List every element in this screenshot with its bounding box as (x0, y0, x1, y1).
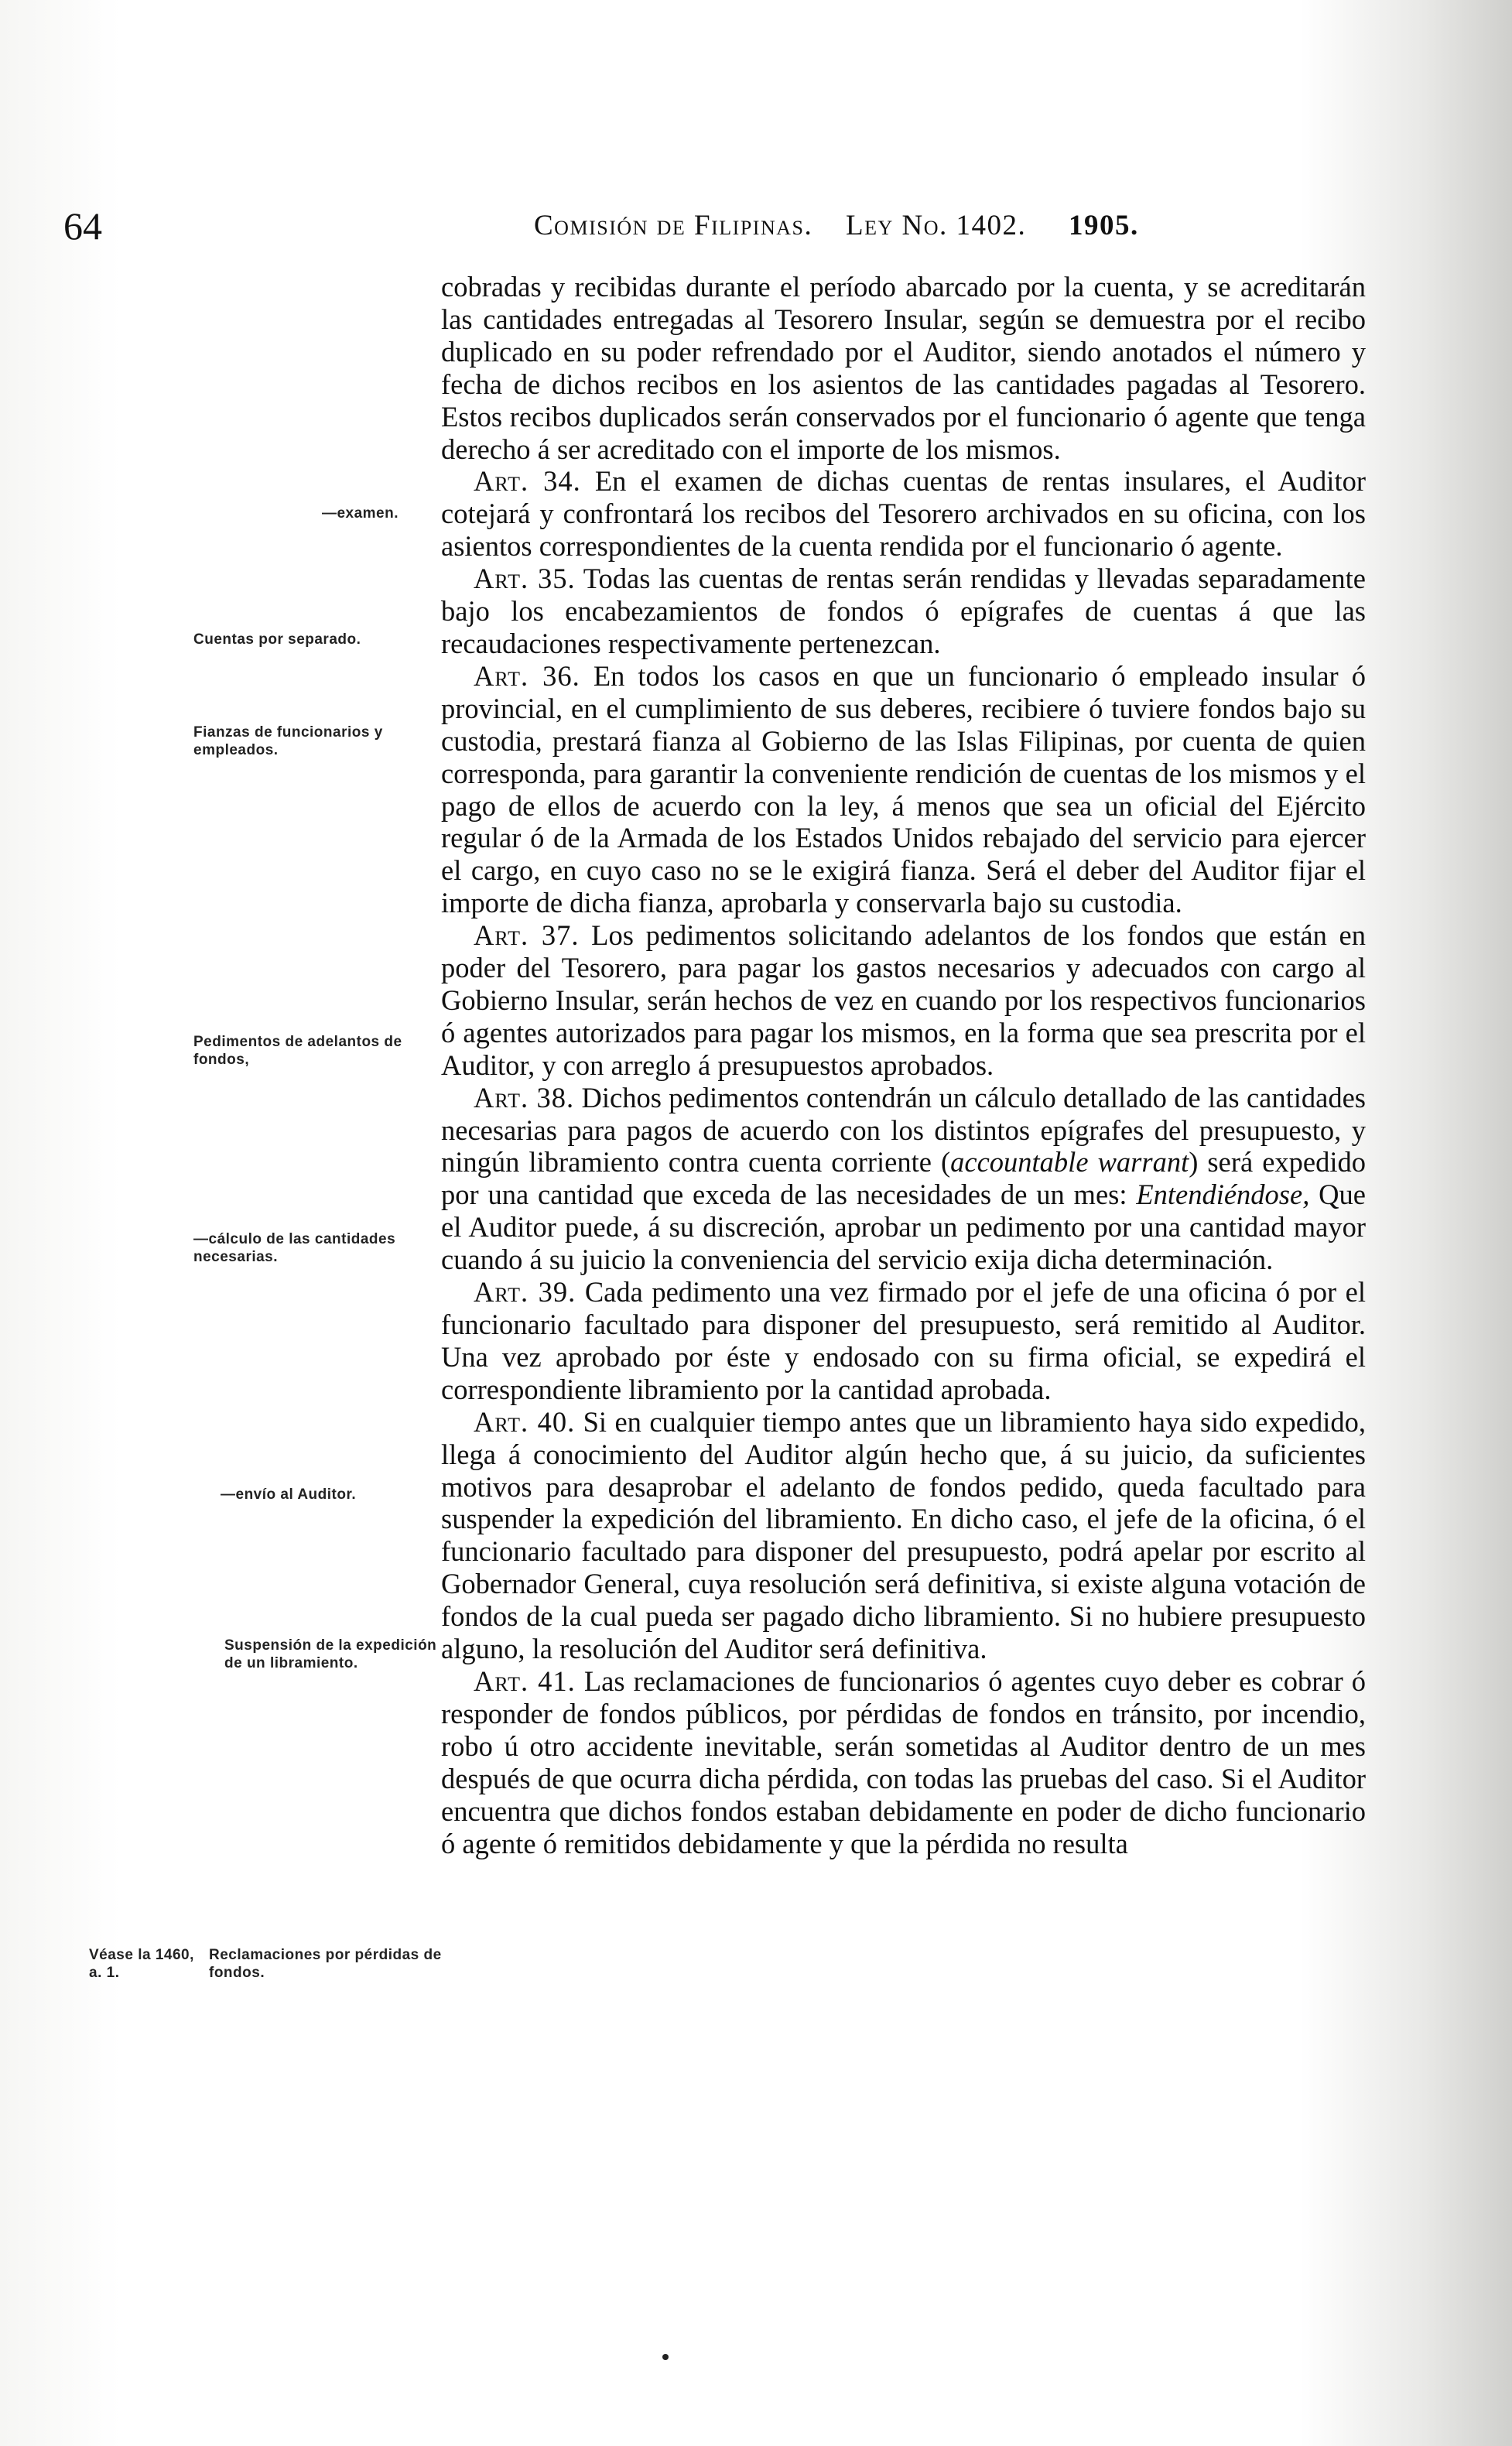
article-label: Art. 40. (474, 1405, 576, 1438)
article-label: Art. 35. (474, 563, 576, 595)
article-text: Todas las cuentas de rentas serán rendidas y llevadas separadamente bajo los encabezamientos de fondos ó epígrafes de cuentas á que las recaudaciones respectivamente pertenezcan. (441, 563, 1366, 659)
paragraph-art-35 (441, 563, 1366, 660)
page-number: 64 (63, 204, 102, 248)
running-head-commission: Comisión de Filipinas. (534, 210, 813, 241)
article-label: Art. 39. (474, 1276, 576, 1309)
article-text: En el examen de dichas cuentas de rentas insulares, el Auditor cotejará y confrontará los recibos del Tesorero archivados en su oficina, con los asientos correspondientes de la cuenta rendida por el funcionario ó agente. (441, 465, 1366, 563)
article-text-italic: accountable warrant (950, 1146, 1189, 1179)
article-label: Art. 34. (474, 465, 581, 498)
body-text (441, 271, 1366, 1859)
margin-note-fianzas: Fianzas de funcionarios y empleados. (193, 724, 383, 758)
margin-note-pedimentos: Pedimentos de adelantos de fondos, (193, 1034, 402, 1068)
margin-note-calculo: —cálculo de las cantidades necesarias. (193, 1231, 396, 1265)
article-label: Art. 38. (474, 1081, 575, 1114)
paragraph-art-38 (441, 1082, 1366, 1276)
article-text: Dichos pedimentos contendrán un cálculo detallado de las cantidades necesarias para pagos de acuerdo con los distintos epígrafes del presupuesto, y ningún libramiento contra cuenta corriente ( (441, 1081, 1366, 1179)
article-text: Que el Auditor puede, á su discreción, aprobar un pedimento por una cantidad mayor cuando á su juicio la conveniencia del servicio exija dicha determinación. (441, 1179, 1366, 1276)
paragraph-art-37 (441, 919, 1366, 1082)
running-head-year: 1905. (1068, 210, 1139, 241)
paragraph-art-34 (441, 465, 1366, 563)
article-text: Si en cualquier tiempo antes que un libramiento haya sido expedido, llega á conocimiento del Auditor algún hecho que, á su juicio, da suficientes motivos para desaprobar el adelanto de fondos pedido, queda facultado para suspender la expedición del libramiento. En dicho caso, el jefe de la oficina, ó el funcionario facultado para disponer del presupuesto, podrá apelar por escrito al Gobernador General, cuya resolución será definitiva, si existe alguna votación de fondos de la cual pueda ser pagado dicho libramiento. Si no hubiere presupuesto alguno, la resolución del Auditor será definitiva. (441, 1405, 1367, 1665)
margin-note-cuentas-por-separado: Cuentas por separado. (193, 631, 361, 648)
paragraph-art-40 (441, 1406, 1366, 1665)
article-text-italic: Entendiéndose, (1136, 1179, 1310, 1211)
margin-note-reclamaciones: Reclamaciones por pérdidas de fondos. (209, 1947, 442, 1981)
paragraph-art-41 (441, 1665, 1366, 1859)
article-label: Art. 36. (474, 659, 580, 692)
article-label: Art. 37. (474, 919, 580, 952)
article-text: Los pedimentos solicitando adelantos de los fondos que están en poder del Tesorero, para pagar los gastos necesarios y adecuados con cargo al Gobierno Insular, serán hechos de vez en cuando por los respectivos funcionarios ó agentes autorizados para pagar los mismos, en la forma que sea prescrita por el Auditor, y con arreglo á presupuestos aprobados. (441, 919, 1366, 1081)
ink-dot-mark (662, 2354, 669, 2360)
paragraph-art-36 (441, 660, 1366, 919)
running-head (534, 203, 1385, 249)
article-text: Cada pedimento una vez firmado por el jefe de una oficina ó por el funcionario facultado para disponer del presupuesto, será remitido al Auditor. Una vez aprobado por éste y endosado con su firma oficial, se expedirá el correspondiente libramiento por la cantidad aprobada. (441, 1276, 1366, 1405)
running-head-law: Ley No. 1402. (845, 210, 1027, 241)
margin-note-suspension: Suspensión de la expedición de un libramiento. (224, 1637, 437, 1671)
margin-note-vease: Véase la 1460, a. 1. (89, 1947, 194, 1981)
page-header (0, 203, 1512, 249)
margin-note-examen: —examen. (321, 505, 399, 522)
article-text: Las reclamaciones de funcionarios ó agentes cuyo deber es cobrar ó responder de fondos públicos, por pérdidas de fondos en tránsito, por incendio, robo ú otro accidente inevitable, serán sometidas al Auditor dentro de un mes después de que ocurra dicha pérdida, con todas las pruebas del caso. Si el Auditor encuentra que dichos fondos estaban debidamente en poder de dicho funcionario ó agente ó remitidos debidamente y que la pérdida no resulta (441, 1664, 1366, 1859)
article-label: Art. 41. (474, 1664, 576, 1697)
article-text: ) será expedido por una cantidad que exceda de las necesidades de un mes: (441, 1146, 1367, 1211)
paragraph-art-39 (441, 1276, 1366, 1406)
margin-note-envio: —envío al Auditor. (221, 1486, 357, 1503)
article-text: En todos los casos en que un funcionario ó empleado insular ó provincial, en el cumplimiento de sus deberes, recibiere ó tuviere fondos bajo su custodia, prestará fianza al Gobierno de las Islas Filipinas, por cuenta de quien corresponda, para garantir la conveniente rendición de cuentas de los mismos y el pago de ellos de acuerdo con la ley, á menos que sea un oficial del Ejército regular ó de la Armada de los Estados Unidos rebajado del servicio para ejercer el cargo, en cuyo caso no se le exigirá fianza. Será el deber del Auditor fijar el importe de dicha fianza, aprobarla y conservarla bajo su custodia. (441, 659, 1366, 919)
paragraph-continuation: cobradas y recibidas durante el período abarcado por la cuenta, y se acreditarán las cantidades entregadas al Tesorero Insular, según se demuestra por el recibo duplicado en su poder refrendado por el Auditor, siendo anotados el número y fecha de dichos recibos en los asientos de las cantidades pagadas al Tesorero. Estos recibos duplicados serán conservados por el funcionario ó agente que tenga derecho á ser acreditado con el importe de los mismos. (441, 271, 1366, 465)
